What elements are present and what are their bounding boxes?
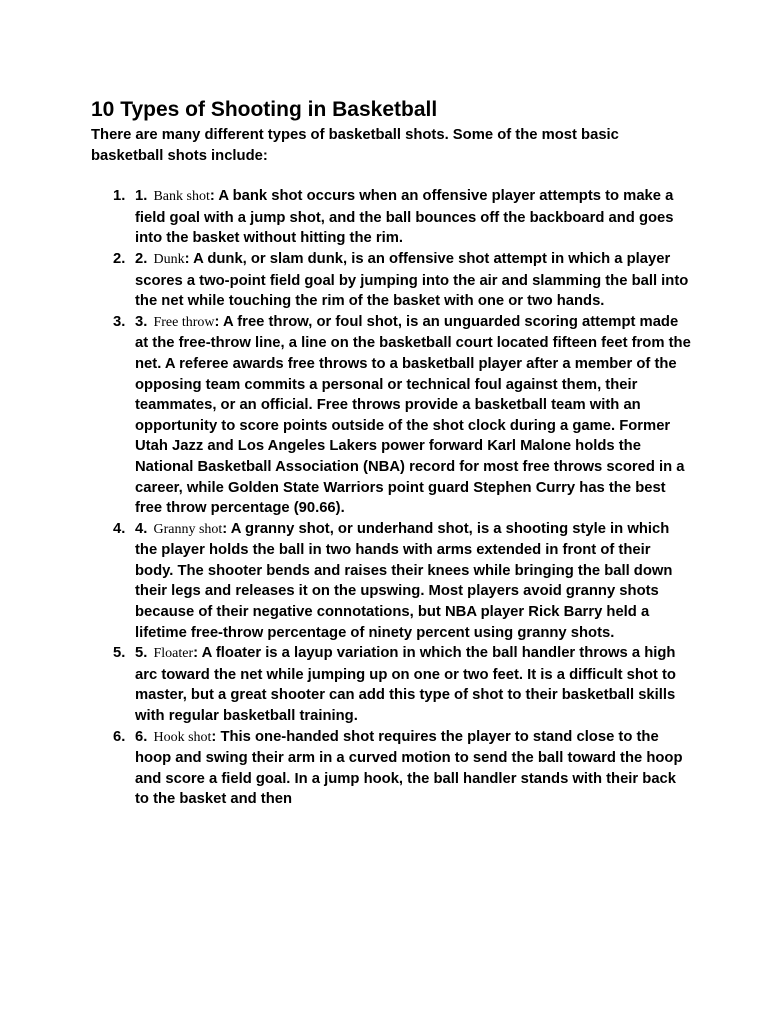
shot-term: Granny shot (153, 521, 223, 537)
item-number: 5. (135, 645, 148, 662)
list-item-hook-shot (91, 727, 691, 810)
list-item-granny-shot (91, 519, 691, 644)
list-number: 6. (113, 728, 126, 745)
shot-term: Hook shot (153, 729, 212, 745)
shot-types-list (91, 186, 691, 810)
shot-description: : A floater is a layup variation in which the ball handler throws a high arc toward the net while jumping up on one or two feet. It is a difficult shot to master, but a great shooter can add this type of shot to their basketball skills with regular basketball training. (135, 645, 676, 725)
shot-description: : A dunk, or slam dunk, is an offensive shot attempt in which a player scores a two-point field goal by jumping into the air and slamming the ball into the net while touching the rim of the basket with one or two hands. (135, 250, 689, 310)
shot-term: Dunk (153, 251, 185, 267)
item-number: 2. (135, 250, 148, 267)
list-number: 1. (113, 188, 126, 205)
shot-description: : This one-handed shot requires the player to stand close to the hoop and swing their arm in a curved motion to send the ball toward the hoop and score a field goal. In a jump hook, the ball handler stands with their back to the basket and then (135, 728, 683, 808)
list-item-bank-shot (91, 186, 691, 249)
item-number: 4. (135, 520, 148, 537)
list-number: 5. (113, 645, 126, 662)
list-number: 2. (113, 250, 126, 267)
shot-description: : A bank shot occurs when an offensive player attempts to make a field goal with a jump shot, and the ball bounces off the backboard and goes into the basket without hitting the rim. (135, 188, 674, 247)
list-item-floater (91, 643, 691, 726)
list-number: 3. (113, 313, 126, 330)
list-number: 4. (113, 520, 126, 537)
list-item-dunk (91, 249, 691, 312)
shot-term: Bank shot (153, 189, 210, 205)
document-page (91, 97, 691, 810)
shot-term: Floater (153, 646, 194, 662)
item-number: 6. (135, 728, 148, 745)
shot-description: : A free throw, or foul shot, is an unguarded scoring attempt made at the free-throw line, a line on the basketball court located fifteen feet from the net. A referee awards free throws to a basketball player after a member of the opposing team commits a personal or technical foul against them, their teammates, or an official. Free throws provide a basketball team with an opportunity to score points outside of the shot clock during a game. Former Utah Jazz and Los Angeles Lakers power forward Karl Malone holds the National Basketball Association (NBA) record for most free throws scored in a career, while Golden State Warriors point guard Stephen Curry has the best free throw percentage (90.66). (135, 313, 691, 517)
page-title: 10 Types of Shooting in Basketball (91, 98, 438, 121)
shot-description: : A granny shot, or underhand shot, is a shooting style in which the player holds the ball in two hands with arms extended in front of their body. The shooter bends and raises their knees while bringing the ball down their legs and releases it on the upswing. Most players avoid granny shots because of their negative connotations, but NBA player Rick Barry held a lifetime free-throw percentage of ninety percent using granny shots. (135, 520, 673, 641)
list-item-free-throw (91, 312, 691, 519)
item-number: 3. (135, 313, 148, 330)
intro-paragraph: There are many different types of basketball shots. Some of the most basic basketball shots include: (91, 127, 619, 164)
item-number: 1. (135, 188, 148, 205)
shot-term: Free throw (153, 314, 215, 330)
